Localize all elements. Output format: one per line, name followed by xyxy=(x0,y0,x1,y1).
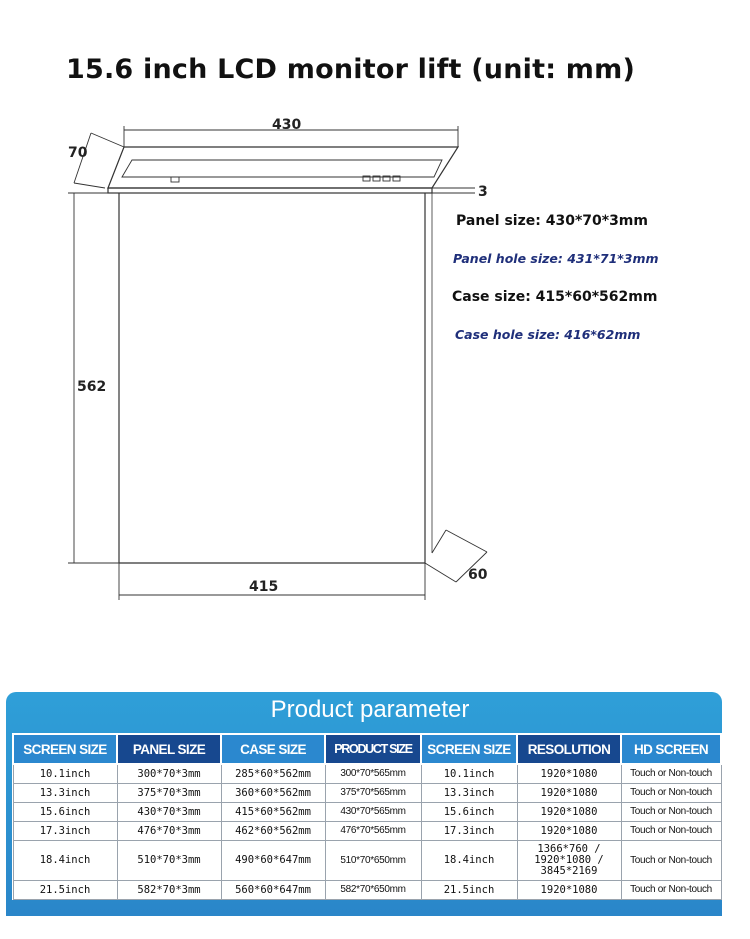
table-cell: 462*60*562mm xyxy=(221,821,325,840)
table-cell: 430*70*565mm xyxy=(325,802,421,821)
table-cell: 582*70*3mm xyxy=(117,880,221,899)
table-cell: 21.5inch xyxy=(421,880,517,899)
table-cell: 1920*1080 xyxy=(517,880,621,899)
table-cell: 300*70*3mm xyxy=(117,764,221,783)
dimension-lines xyxy=(68,126,487,600)
case-body xyxy=(119,193,432,563)
panel-front-edge xyxy=(108,188,432,193)
table-row xyxy=(13,840,721,880)
table-row xyxy=(13,880,721,899)
case-width-label: 415 xyxy=(249,579,279,595)
table-cell: 1366*760 / 1920*1080 / 3845*2169 xyxy=(517,840,621,880)
panel-recess xyxy=(122,160,442,177)
column-header: SCREEN SIZE xyxy=(421,734,517,764)
table-row xyxy=(13,821,721,840)
panel-thickness-label: 3 xyxy=(478,184,488,200)
parameter-table xyxy=(12,733,722,900)
top-panel xyxy=(108,147,458,193)
case-hole-size-text: Case hole size: 416*62mm xyxy=(455,327,641,342)
table-cell: 1920*1080 xyxy=(517,783,621,802)
case-height-label: 562 xyxy=(77,379,107,395)
case-depth-label: 60 xyxy=(468,567,488,583)
table-cell: 476*70*3mm xyxy=(117,821,221,840)
table-cell: 560*60*647mm xyxy=(221,880,325,899)
column-header: PRODUCT SIZE xyxy=(325,734,421,764)
table-cell: 15.6inch xyxy=(13,802,117,821)
table-cell: 582*70*650mm xyxy=(325,880,421,899)
panel-size-text: Panel size: 430*70*3mm xyxy=(456,213,648,229)
table-cell: 430*70*3mm xyxy=(117,802,221,821)
panel-depth-label: 70 xyxy=(68,145,88,161)
product-parameter-title: Product parameter xyxy=(270,696,470,723)
table-cell: 415*60*562mm xyxy=(221,802,325,821)
page-title: 15.6 inch LCD monitor lift (unit: mm) xyxy=(66,54,635,85)
table-cell: 17.3inch xyxy=(13,821,117,840)
column-header: SCREEN SIZE xyxy=(13,734,117,764)
table-cell: 10.1inch xyxy=(13,764,117,783)
table-cell: 300*70*565mm xyxy=(325,764,421,783)
table-cell: 18.4inch xyxy=(13,840,117,880)
table-cell: Touch or Non-touch xyxy=(621,783,721,802)
table-row xyxy=(13,802,721,821)
table-cell: 1920*1080 xyxy=(517,764,621,783)
table-cell: 360*60*562mm xyxy=(221,783,325,802)
table-cell: 17.3inch xyxy=(421,821,517,840)
table-cell: 375*70*565mm xyxy=(325,783,421,802)
column-header: RESOLUTION xyxy=(517,734,621,764)
table-header-row xyxy=(13,734,721,764)
panel-button-icon xyxy=(171,177,179,182)
column-header: PANEL SIZE xyxy=(117,734,221,764)
table-cell: 285*60*562mm xyxy=(221,764,325,783)
column-header: HD SCREEN xyxy=(621,734,721,764)
table-cell: 21.5inch xyxy=(13,880,117,899)
table-cell: 1920*1080 xyxy=(517,821,621,840)
column-header: CASE SIZE xyxy=(221,734,325,764)
table-cell: 375*70*3mm xyxy=(117,783,221,802)
table-cell: 476*70*565mm xyxy=(325,821,421,840)
table-cell: 10.1inch xyxy=(421,764,517,783)
table-cell: 13.3inch xyxy=(13,783,117,802)
panel-hole-size-text: Panel hole size: 431*71*3mm xyxy=(453,251,659,266)
table-cell: Touch or Non-touch xyxy=(621,764,721,783)
table-cell: 1920*1080 xyxy=(517,802,621,821)
table-cell: 15.6inch xyxy=(421,802,517,821)
table-cell: Touch or Non-touch xyxy=(621,821,721,840)
table-cell: 510*70*3mm xyxy=(117,840,221,880)
case-size-text: Case size: 415*60*562mm xyxy=(452,289,658,305)
table-cell: 13.3inch xyxy=(421,783,517,802)
table-cell: Touch or Non-touch xyxy=(621,802,721,821)
table-cell: 18.4inch xyxy=(421,840,517,880)
table-row xyxy=(13,764,721,783)
panel-top-face xyxy=(108,147,458,188)
table-row xyxy=(13,783,721,802)
table-cell: Touch or Non-touch xyxy=(621,880,721,899)
table-cell: 490*60*647mm xyxy=(221,840,325,880)
table-cell: Touch or Non-touch xyxy=(621,840,721,880)
panel-width-label: 430 xyxy=(272,117,302,133)
table-cell: 510*70*650mm xyxy=(325,840,421,880)
